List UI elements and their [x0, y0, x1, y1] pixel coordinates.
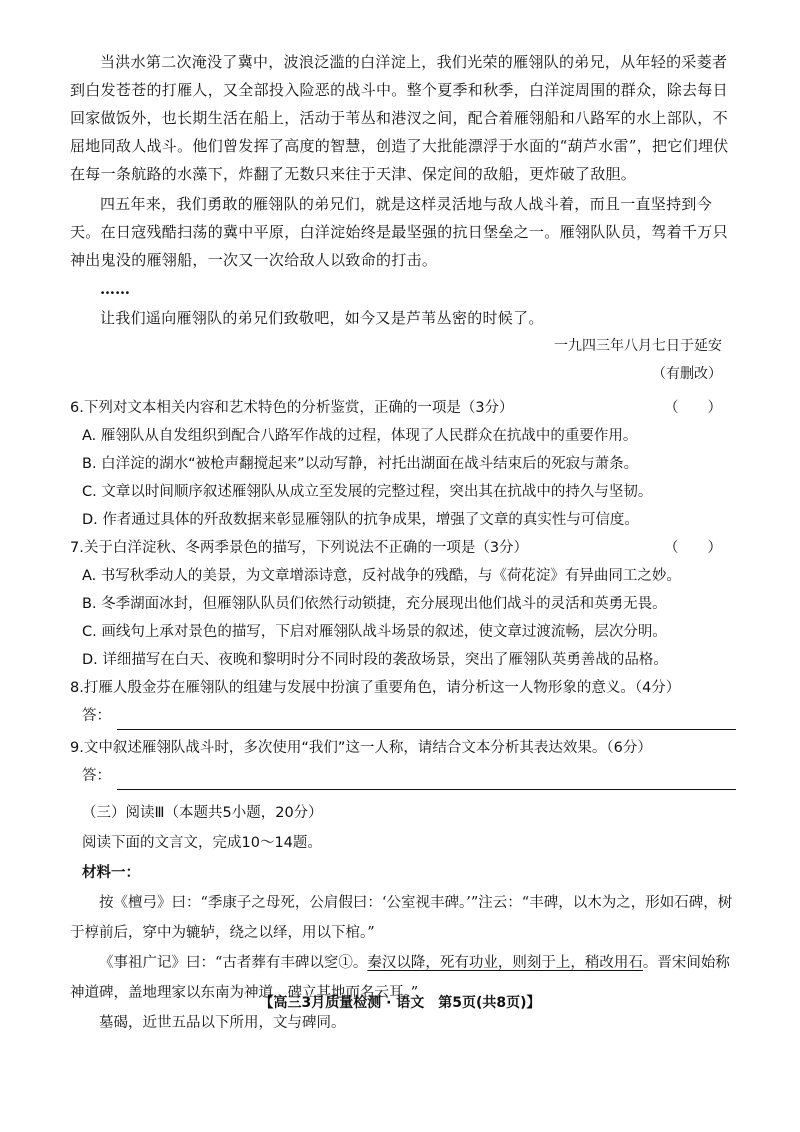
question-8-answer-line[interactable]: [117, 711, 736, 730]
question-6-option-d[interactable]: D. 作者通过具体的歼敌数据来彰显雁翎队的抗争成果，增强了文章的真实性与可信度。: [82, 512, 639, 528]
passage-paragraph-1: 当洪水第二次淹没了冀中，波浪泛滥的白洋淀上，我们光荣的雁翎队的弟兄，从年轻的采菱者到白发苍苍的打雁人，又全部投入险恶的战斗中。整个夏季和秋季，白洋淀周围的群众，除去每日回家做饭外，也长期生活在船上，活动于苇丛和港汊之间，配合着雁翎船和八路军的水上部队，不屈地同敌人战斗。他们曾发挥了高度的智慧，创造了大批能漂浮于水面的“葫芦水雷”，把它们埋伏在每一条航路的水藻下，炸翻了无数只来往于天津、保定间的敌船，更炸破了敌胆。: [70, 53, 729, 183]
question-6: [70, 394, 742, 534]
question-6-stem: [70, 394, 742, 422]
question-7-answer-blank[interactable]: （ ）: [664, 540, 722, 556]
question-6-option-a[interactable]: A. 雁翎队从自发组织到配合八路军作战的过程，体现了人民群众在抗战中的重要作用。: [82, 428, 638, 444]
passage-date: 一九四三年八月七日于延安: [554, 338, 722, 354]
question-6-text: 6.下列对文本相关内容和艺术特色的分析鉴赏，正确的一项是（3分）: [70, 400, 514, 416]
classical-underlined-sentence: 秦汉以降，死有功业，则刻于上，稍改用石: [367, 955, 643, 971]
question-9-stem: 9.文中叙述雁翎队战斗时，多次使用“我们”这一人称，请结合文本分析其表达效果。（6分）: [70, 740, 652, 756]
classical-paragraph-2-end: 。晋宋间始称神道碑，盖地理家以东南为神道，碑立其地而名云耳。”: [70, 955, 730, 1001]
question-7-option-d[interactable]: D. 详细描写在白天、夜晚和黎明时分不同时段的袭敌场景，突出了雁翎队英勇善战的品格。: [82, 652, 668, 668]
question-6-option-b[interactable]: B. 白洋淀的湖水“被枪声翻搅起来”以动写静，衬托出湖面在战斗结束后的死寂与萧条。: [82, 456, 639, 472]
question-8-answer-label: 答：: [82, 708, 111, 724]
classical-paragraph-3: 墓碣，近世五品以下所用，文与碑同。: [99, 1015, 346, 1031]
page-footer: 【高三3月质量检测 · 语文 第5页(共8页)】: [259, 995, 541, 1011]
passage-paragraph-3: 让我们遥向雁翎队的弟兄们致敬吧，如今又是芦苇丛密的时候了。: [100, 309, 544, 327]
question-7-stem: [70, 534, 742, 562]
question-9-answer-line[interactable]: [117, 771, 736, 790]
passage-note: （有删改）: [652, 366, 722, 382]
section-3-instruction: 阅读下面的文言文，完成10～14题。: [82, 835, 322, 851]
question-6-option-c[interactable]: C. 文章以时间顺序叙述雁翎队从成立至发展的完整过程，突出其在抗战中的持久与坚韧。: [82, 484, 653, 500]
question-7-option-a[interactable]: A. 书写秋季动人的美景，为文章增添诗意，反衬战争的残酷，与《荷花淀》有异曲同工之妙。: [82, 568, 681, 584]
question-8-answer-area[interactable]: [82, 702, 742, 730]
question-7: [70, 534, 742, 674]
section-3-title: （三）阅读Ⅲ（本题共5小题，20分）: [82, 805, 323, 821]
question-8-stem: 8.打雁人殷金芬在雁翎队的组建与发展中扮演了重要角色，请分析这一人物形象的意义。（4分）: [70, 680, 681, 696]
passage-ellipsis: ……: [100, 280, 130, 298]
passage-paragraph-2: 四五年来，我们勇敢的雁翎队的弟兄们，就是这样灵活地与敌人战斗着，而且一直坚持到今天。在日寇残酷扫荡的冀中平原，白洋淀始终是最坚强的抗日堡垒之一。雁翎队队员，驾着千万只神出鬼没的雁翎船，一次又一次给敌人以致命的打击。: [70, 195, 728, 269]
question-9-answer-label: 答：: [82, 768, 111, 784]
question-8: [70, 674, 742, 730]
question-9-answer-area[interactable]: [82, 762, 742, 790]
question-6-answer-blank[interactable]: （ ）: [664, 400, 722, 416]
classical-paragraph-2-start: 《事祖广记》曰：“古者葬有丰碑以窆①。: [99, 955, 368, 971]
question-7-option-c[interactable]: C. 画线句上承对景色的描写，下启对雁翎队战斗场景的叙述，使文章过渡流畅，层次分明。: [82, 624, 667, 640]
question-7-option-b[interactable]: B. 冬季湖面冰封，但雁翎队队员们依然行动锁捷，充分展现出他们战斗的灵活和英勇无畏。: [82, 596, 667, 612]
question-7-text: 7.关于白洋淀秋、冬两季景色的描写，下列说法不正确的一项是（3分）: [70, 540, 529, 556]
question-9: [70, 734, 742, 790]
material-1-label: 材料一：: [82, 865, 140, 881]
classical-paragraph-1: 按《檀弓》曰：“季康子之母死，公肩假曰：‘公室视丰碑。’”注云：“丰碑，以木为之，形如石碑，树于椁前后，穿中为辘轳，绕之以绎，用以下棺。”: [70, 895, 733, 941]
